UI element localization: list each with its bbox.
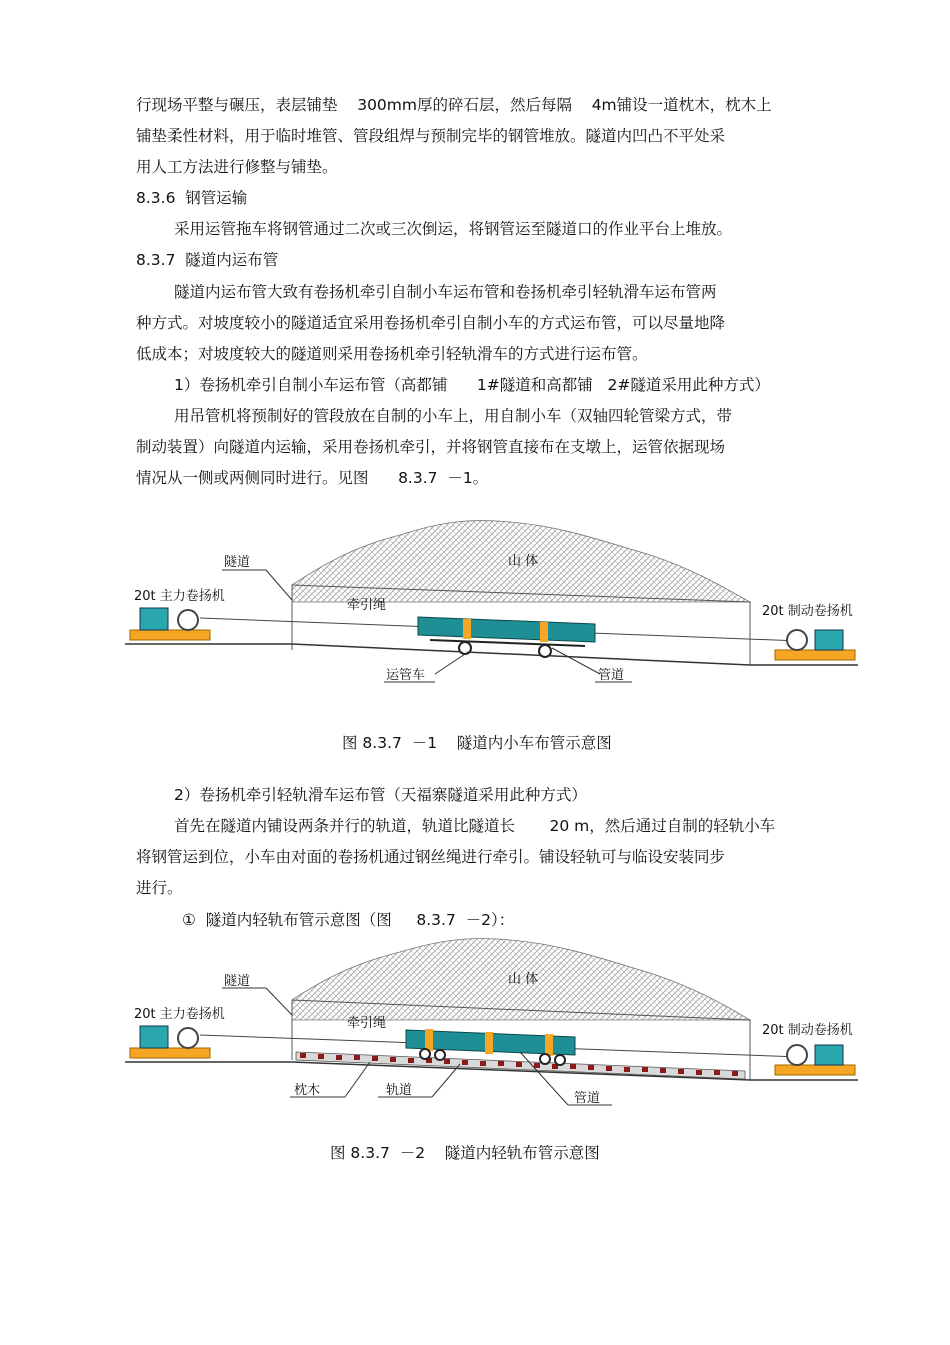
para1-line1: 行现场平整与碾压，表层铺垫 300mm厚的碎石层，然后每隔 4m铺设一道枕木，枕木上	[136, 96, 772, 114]
label-tunnel: 隧道	[224, 974, 251, 989]
para3-line3: 低成本；对坡度较大的隧道则采用卷扬机牵引轻轨滑车的方式进行运布管。	[136, 345, 648, 363]
para6-line1: 2）卷扬机牵引轻轨滑车运布管（天福寨隧道采用此种方式）	[174, 786, 587, 804]
pipe-clamp	[545, 1034, 553, 1056]
pipe-clamp	[425, 1029, 433, 1051]
label-brake-winch: 20t 制动卷扬机	[762, 604, 853, 619]
cart-wheel	[435, 1050, 445, 1060]
heading-8-3-6: 8.3.6 钢管运输	[136, 189, 248, 207]
label-rope: 牵引绳	[347, 1016, 387, 1031]
para5-line3: 情况从一侧或两侧同时进行。见图 8.3.7 －1。	[136, 469, 489, 487]
cart-wheel	[555, 1055, 565, 1065]
cart-wheel	[420, 1049, 430, 1059]
para5-line1: 用吊管机将预制好的管段放在自制的小车上，用自制小车（双轴四轮管梁方式，带	[174, 407, 733, 425]
pipe-clamp	[485, 1032, 493, 1054]
para8-line1: ① 隧道内轻轨布管示意图（图 8.3.7 －2）：	[182, 911, 515, 929]
label-pipe: 管道	[598, 668, 625, 683]
heading-8-3-7: 8.3.7 隧道内运布管	[136, 251, 279, 269]
label-tunnel: 隧道	[224, 555, 251, 570]
label-main-winch: 20t 主力卷扬机	[134, 1007, 225, 1022]
main-winch-motor	[140, 1026, 168, 1048]
label-rail: 轨道	[386, 1083, 413, 1098]
para7-line3: 进行。	[136, 879, 183, 897]
main-winch-drum	[178, 1028, 198, 1048]
figure1-caption: 图 8.3.7 －1 隧道内小车布管示意图	[342, 734, 612, 752]
para7-line1: 首先在隧道内铺设两条并行的轨道，轨道比隧道长 20 m，然后通过自制的轻轨小车	[174, 817, 776, 835]
para5-line2: 制动装置）向隧道内运输，采用卷扬机牵引，并将钢管直接布在支墩上，运管依据现场	[136, 438, 726, 456]
cart-wheel	[540, 1054, 550, 1064]
label-mountain: 山 体	[508, 972, 539, 987]
label-cart: 运管车	[386, 668, 426, 683]
para1-line3: 用人工方法进行修整与铺垫。	[136, 158, 338, 176]
para3-line2: 种方式。对坡度较小的隧道适宜采用卷扬机牵引自制小车的方式运布管，可以尽量地降	[136, 314, 726, 332]
figure2-caption: 图 8.3.7 －2 隧道内轻轨布管示意图	[330, 1144, 600, 1162]
brake-winch-drum	[787, 1045, 807, 1065]
para4-line1: 1）卷扬机牵引自制小车运布管（高都铺 1#隧道和高都铺 2#隧道采用此种方式）	[174, 376, 770, 394]
label-sleeper: 枕木	[294, 1083, 321, 1098]
brake-winch-motor	[815, 1045, 843, 1065]
label-brake-winch: 20t 制动卷扬机	[762, 1023, 853, 1038]
label-mountain: 山 体	[508, 554, 539, 569]
brake-winch-base	[775, 1065, 855, 1075]
para7-line2: 将钢管运到位，小车由对面的卷扬机通过钢丝绳进行牵引。铺设轻轨可与临设安装同步	[136, 848, 726, 866]
para2-line1: 采用运管拖车将钢管通过二次或三次倒运，将钢管运至隧道口的作业平台上堆放。	[174, 220, 733, 238]
para1-line2: 铺垫柔性材料，用于临时堆管、管段组焊与预制完毕的钢管堆放。隧道内凹凸不平处采	[136, 127, 726, 145]
main-winch-base	[130, 1048, 210, 1058]
label-main-winch: 20t 主力卷扬机	[134, 589, 225, 604]
label-rope: 牵引绳	[347, 598, 387, 613]
para3-line1: 隧道内运布管大致有卷扬机牵引自制小车运布管和卷扬机牵引轻轨滑车运布管两	[174, 283, 717, 301]
label-pipe: 管道	[574, 1091, 601, 1106]
